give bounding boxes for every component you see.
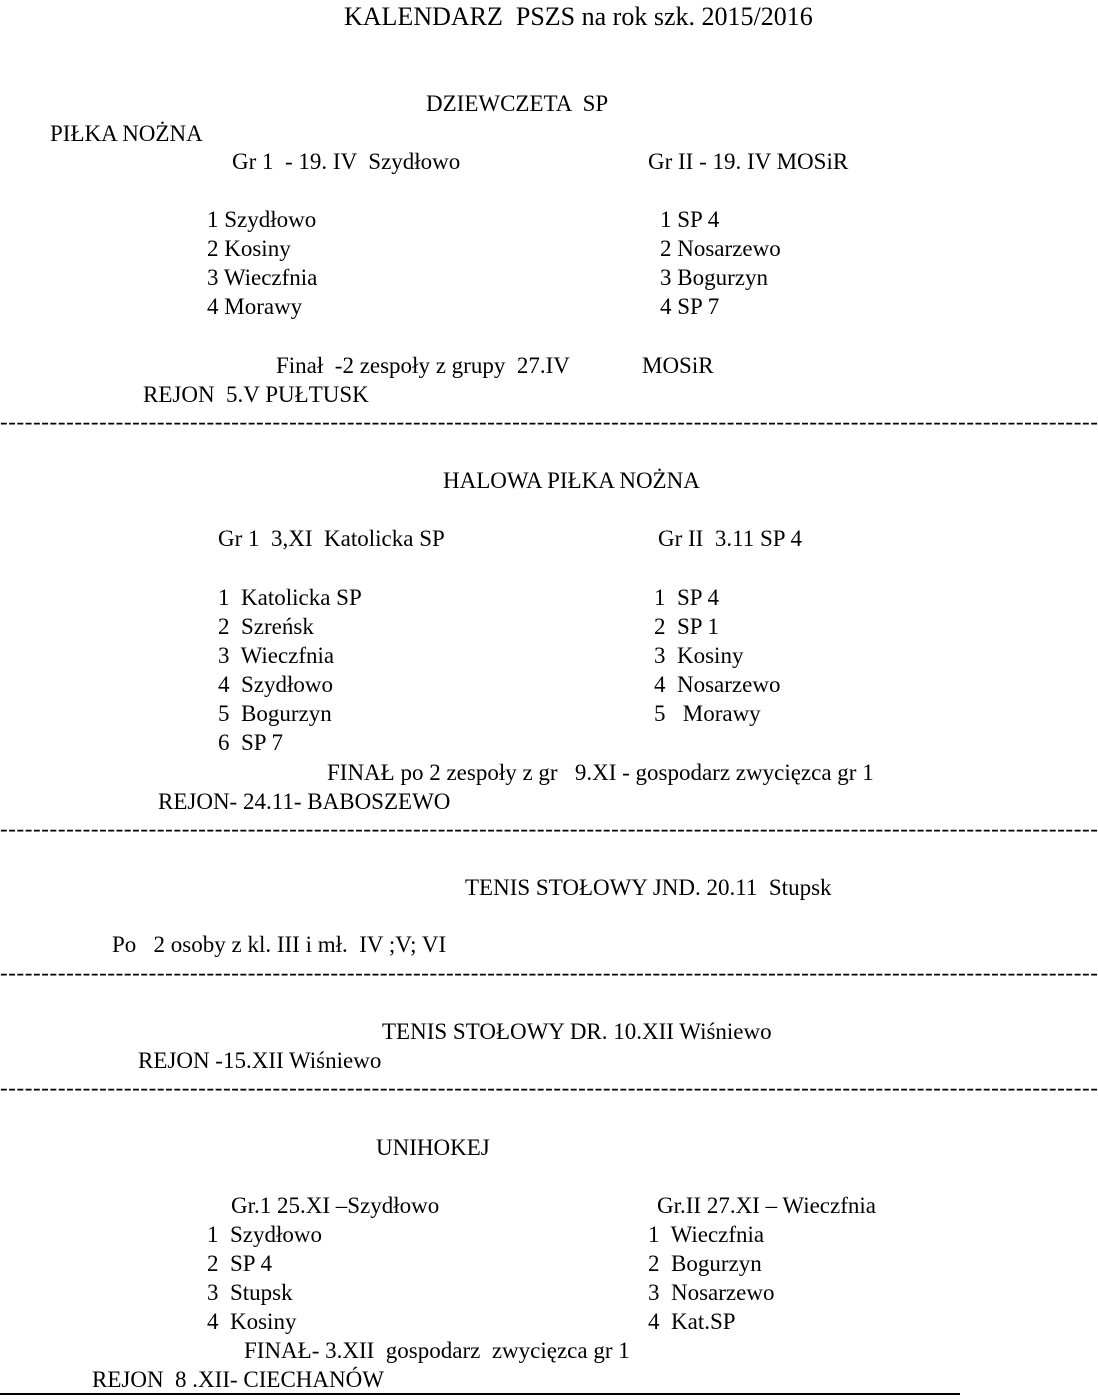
list-item: 5 Morawy — [654, 701, 761, 726]
list-item: 6 SP 7 — [218, 730, 283, 755]
group1-header: Gr 1 3,XI Katolicka SP — [218, 526, 445, 551]
list-item: 5 Bogurzyn — [218, 701, 332, 726]
list-item: 2 Nosarzewo — [660, 236, 781, 261]
group2-header: Gr II - 19. IV MOSiR — [648, 149, 849, 174]
divider: ------------------------------------------------------------------------------------------------------------------------------------- — [0, 960, 1098, 985]
final-info: Finał -2 zespoły z grupy 27.IV — [276, 353, 570, 378]
list-item: 4 Kat.SP — [648, 1309, 736, 1334]
list-item: 1 SP 4 — [654, 585, 719, 610]
list-item: 4 SP 7 — [660, 294, 720, 319]
final-info: FINAŁ- 3.XII gospodarz zwycięzca gr 1 — [244, 1338, 630, 1363]
final-info: FINAŁ po 2 zespoły z gr 9.XI - gospodarz zwycięzca gr 1 — [327, 760, 874, 785]
list-item: 2 SP 4 — [207, 1251, 272, 1276]
group1-header: Gr.1 25.XI –Szydłowo — [231, 1193, 440, 1218]
discipline-label: HALOWA PIŁKA NOŻNA — [443, 468, 700, 493]
list-item: 1 SP 4 — [660, 207, 720, 232]
list-item: 1 Szydłowo — [207, 207, 317, 232]
list-item: 3 Stupsk — [207, 1280, 293, 1305]
list-item: 2 Bogurzyn — [648, 1251, 762, 1276]
region-info: REJON 5.V PUŁTUSK — [143, 382, 369, 407]
list-item: 1 Szydłowo — [207, 1222, 322, 1247]
region-info: REJON 8 .XII- CIECHANÓW — [92, 1367, 384, 1392]
category-label: DZIEWCZETA SP — [426, 91, 609, 116]
list-item: 3 Wieczfnia — [218, 643, 335, 668]
discipline-label: PIŁKA NOŻNA — [50, 121, 203, 146]
list-item: 4 Szydłowo — [218, 672, 333, 697]
list-item: 4 Morawy — [207, 294, 303, 319]
section-header: TENIS STOŁOWY JND. 20.11 Stupsk — [465, 875, 832, 900]
list-item: 4 Kosiny — [207, 1309, 297, 1334]
final-place: MOSiR — [642, 353, 714, 378]
list-item: 1 Katolicka SP — [218, 585, 362, 610]
list-item: 4 Nosarzewo — [654, 672, 781, 697]
list-item: 2 SP 1 — [654, 614, 719, 639]
group1-header: Gr 1 - 19. IV Szydłowo — [232, 149, 461, 174]
group2-header: Gr II 3.11 SP 4 — [658, 526, 802, 551]
list-item: 1 Wieczfnia — [648, 1222, 765, 1247]
section-header: TENIS STOŁOWY DR. 10.XII Wiśniewo — [382, 1019, 772, 1044]
discipline-label: UNIHOKEJ — [376, 1135, 490, 1160]
bottom-rule — [0, 1393, 960, 1395]
region-info: REJON -15.XII Wiśniewo — [138, 1048, 382, 1073]
divider: ------------------------------------------------------------------------------------------------------------------------------------- — [0, 409, 1098, 434]
divider: ------------------------------------------------------------------------------------------------------------------------------------- — [0, 816, 1098, 841]
group2-header: Gr.II 27.XI – Wieczfnia — [657, 1193, 876, 1218]
divider: ------------------------------------------------------------------------------------------------------------------------------------- — [0, 1075, 1098, 1100]
list-item: 3 Kosiny — [654, 643, 744, 668]
list-item: 3 Wieczfnia — [207, 265, 318, 290]
list-item: 2 Szreńsk — [218, 614, 314, 639]
list-item: 2 Kosiny — [207, 236, 291, 261]
note-text: Po 2 osoby z kl. III i mł. IV ;V; VI — [112, 932, 447, 957]
region-info: REJON- 24.11- BABOSZEWO — [158, 789, 451, 814]
page-title: KALENDARZ PSZS na rok szk. 2015/2016 — [344, 2, 813, 31]
list-item: 3 Bogurzyn — [660, 265, 768, 290]
list-item: 3 Nosarzewo — [648, 1280, 775, 1305]
